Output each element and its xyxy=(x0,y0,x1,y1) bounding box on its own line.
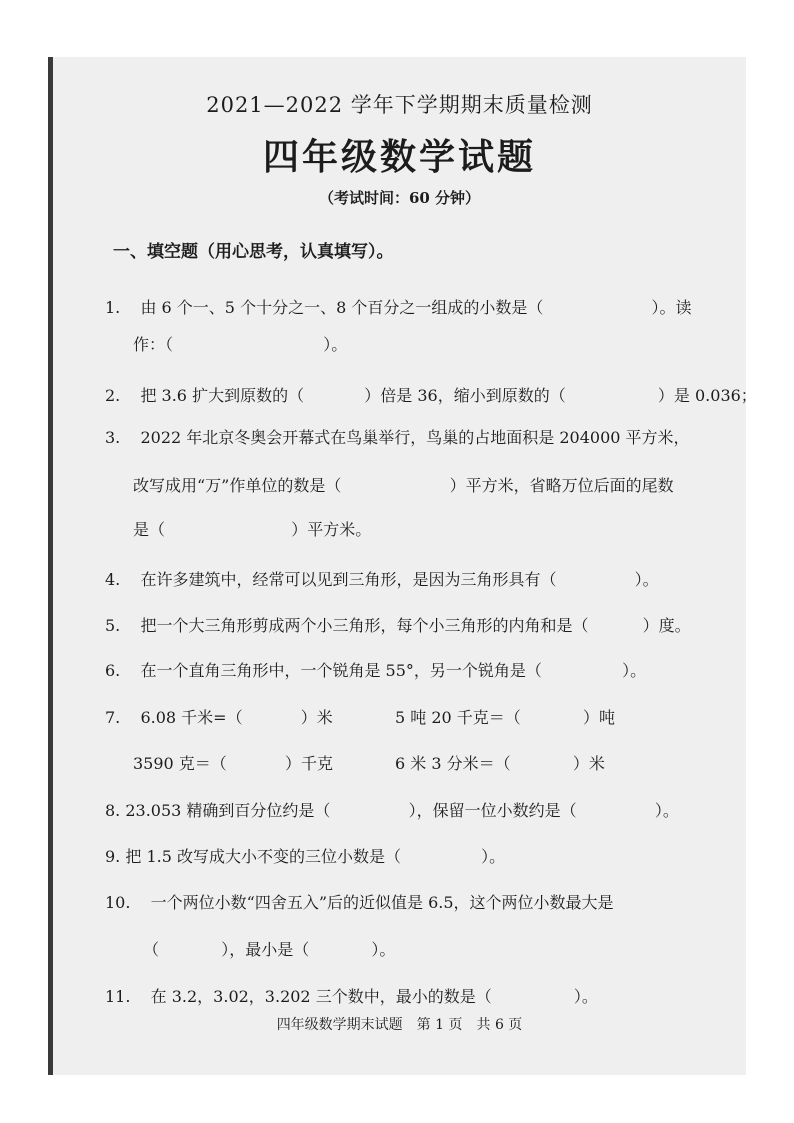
page-footer: 四年级数学期末试题 第 1 页 共 6 页 xyxy=(276,1017,523,1033)
section-heading-fill-in: 一、填空题（用心思考，认真填写）。 xyxy=(113,242,394,262)
question-11: 11. 在 3.2，3.02，3.202 三个数中，最小的数是（ ）。 xyxy=(105,987,598,1006)
question-3-line-1: 3. 2022 年北京冬奥会开幕式在鸟巢举行，鸟巢的占地面积是 204000 平方米， xyxy=(105,428,690,447)
question-9: 9. 把 1.5 改写成大小不变的三位小数是（ ）。 xyxy=(105,847,506,866)
question-2: 2. 把 3.6 扩大到原数的（ ）倍是 36，缩小到原数的（ ）是 0.036； xyxy=(105,386,757,405)
question-10-line-2: （ ），最小是（ ）。 xyxy=(143,940,396,959)
question-8: 8. 23.053 精确到百分位约是（ ），保留一位小数约是（ ）。 xyxy=(105,801,679,820)
question-5: 5. 把一个大三角形剪成两个小三角形，每个小三角形的内角和是（ ）度。 xyxy=(105,616,691,635)
page-title: 四年级数学试题 xyxy=(262,136,536,178)
question-1-line-1: 1. 由 6 个一、5 个十分之一、8 个百分之一组成的小数是（ ）。读 xyxy=(105,298,692,317)
exam-paper-photo xyxy=(48,57,757,1075)
question-7-line-2-right: 6 米 3 分米＝（ ）米 xyxy=(395,754,605,773)
exam-time-note: （考试时间：60 分钟） xyxy=(318,189,481,207)
question-3-line-2: 改写成用“万”作单位的数是（ ）平方米，省略万位后面的尾数 xyxy=(133,476,674,495)
question-6: 6. 在一个直角三角形中，一个锐角是 55°，另一个锐角是（ ）。 xyxy=(105,661,647,680)
question-7-line-1-right: 5 吨 20 千克＝（ ）吨 xyxy=(395,708,616,727)
question-7-line-2: 3590 克＝（ ）千克 xyxy=(133,754,334,773)
question-7-line-1: 7. 6.08 千米=（ ）米 xyxy=(105,708,333,727)
question-1-line-2: 作：（ ）。 xyxy=(133,335,348,354)
exam-title: 2021—2022 学年下学期期末质量检测 xyxy=(206,93,593,117)
question-3-line-3: 是（ ）平方米。 xyxy=(133,520,372,539)
question-10-line-1: 10. 一个两位小数“四舍五入”后的近似值是 6.5，这个两位小数最大是 xyxy=(105,893,614,912)
question-4: 4. 在许多建筑中，经常可以见到三角形，是因为三角形具有（ ）。 xyxy=(105,570,659,589)
